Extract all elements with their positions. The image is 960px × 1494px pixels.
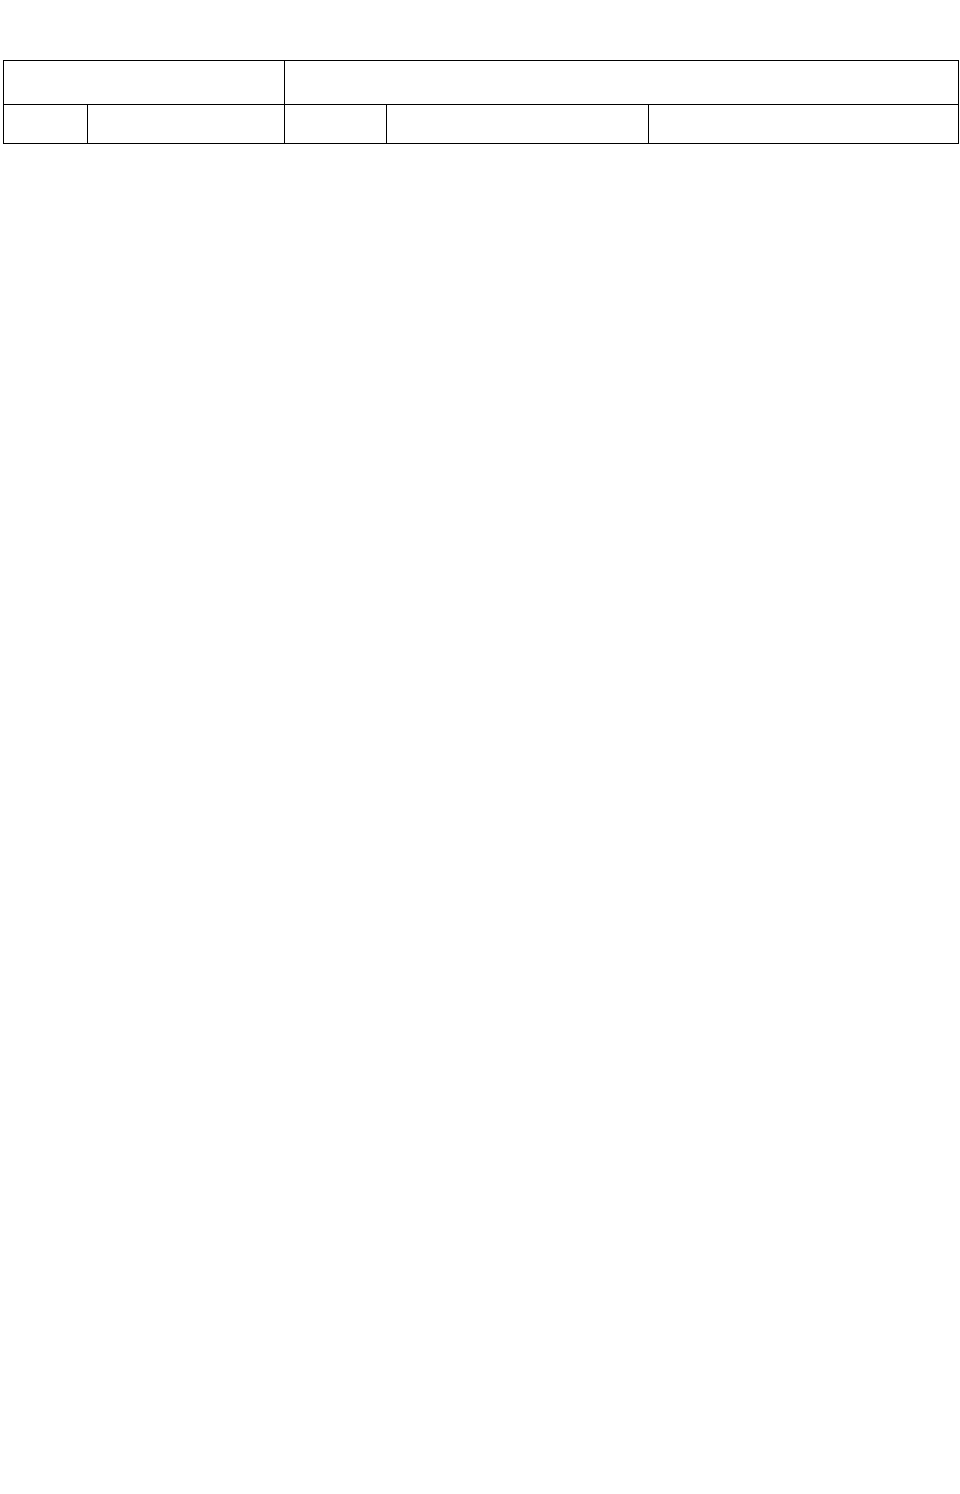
pkd2004-header [4, 61, 285, 105]
col-description [649, 105, 959, 144]
col-symbol-2007 [285, 105, 387, 144]
header-table [3, 60, 959, 144]
pkd2007-header [285, 61, 959, 105]
col-symbol-2004 [4, 105, 88, 144]
col-name-2007 [387, 105, 649, 144]
col-name-2004 [88, 105, 285, 144]
